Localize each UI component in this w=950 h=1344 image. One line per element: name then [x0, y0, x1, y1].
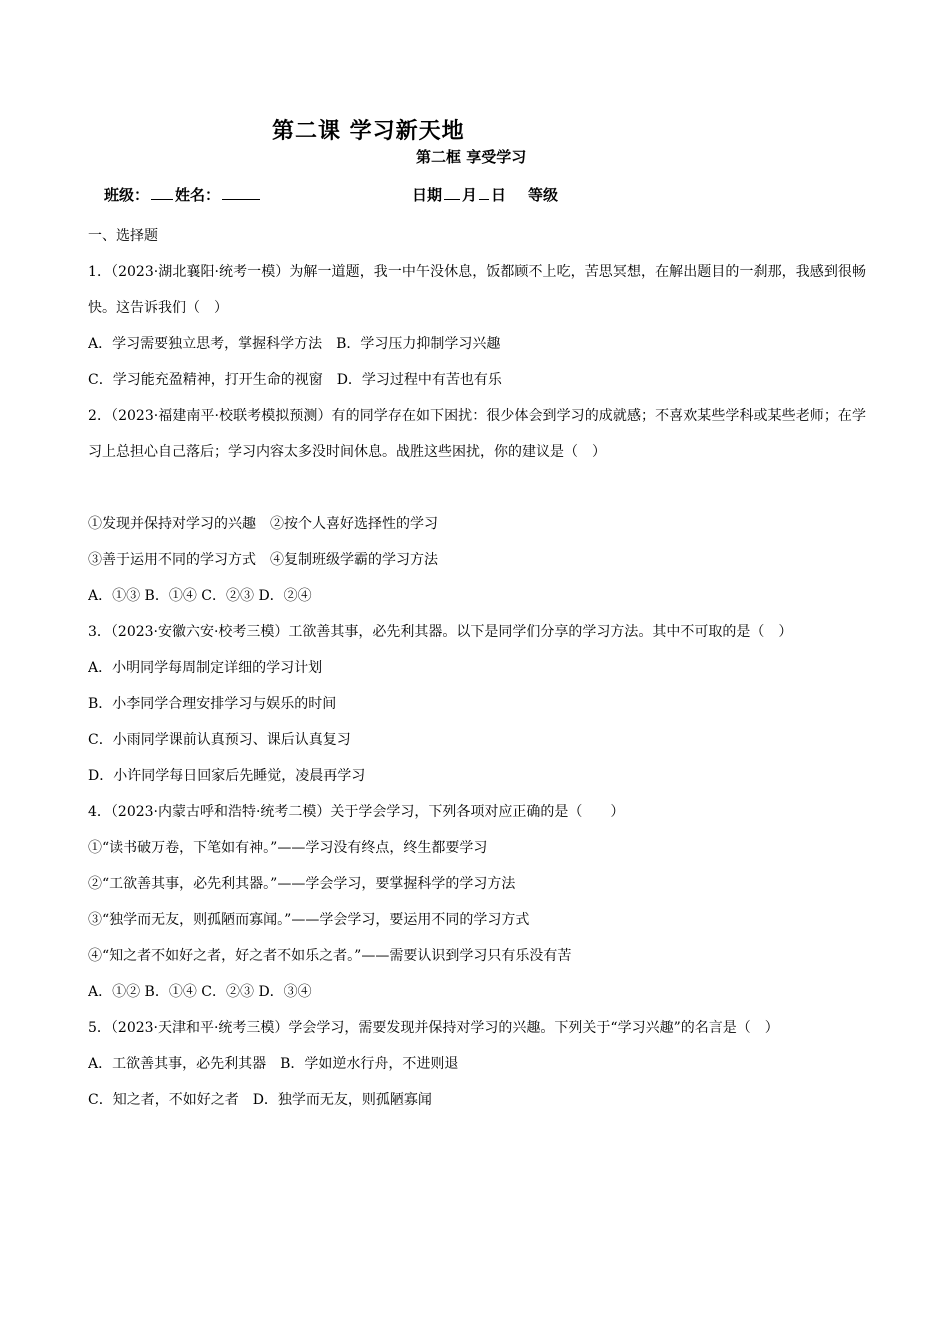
question-2-item: ①发现并保持对学习的兴趣 ②按个人喜好选择性的学习: [88, 516, 438, 532]
question-5-stem: 5．（2023·天津和平·统考三模）学会学习，需要发现并保持对学习的兴趣。下列关于“学习兴趣”的名言是（ ）: [88, 1020, 779, 1036]
question-4-item: ②“工欲善其事，必先利其器。”——学会学习，要掌握科学的学习方法: [88, 876, 516, 892]
question-3-option: B．小李同学合理安排学习与娱乐的时间: [88, 696, 337, 712]
page-title: 第二课 学习新天地: [272, 118, 465, 144]
question-4-stem: 4．（2023·内蒙古呼和浩特·统考二模）关于学会学习，下列各项对应正确的是（ ）: [88, 804, 625, 820]
question-3-option: C．小雨同学课前认真预习、课后认真复习: [88, 732, 351, 748]
class-label: 班级：: [104, 186, 150, 204]
question-5-options-row: C．知之者，不如好之者 D．独学而无友，则孤陋寡闻: [88, 1092, 432, 1108]
question-3-option: A．小明同学每周制定详细的学习计划: [88, 660, 323, 676]
question-2-stem: 2．（2023·福建南平·校联考模拟预测）有的同学存在如下困扰：很少体会到学习的成就感；不喜欢某些学科或某些老师；在学习上总担心自己落后；学习内容太多没时间休息。战胜这些困扰，你的建议是（ ）: [88, 408, 866, 460]
question-1-options-row: A．学习需要独立思考，掌握科学方法 B．学习压力抑制学习兴趣: [88, 336, 501, 352]
student-info: [104, 184, 262, 205]
question-4-item: ③“独学而无友，则孤陋而寡闻。”——学会学习，要运用不同的学习方式: [88, 912, 530, 928]
grade-label: 等级: [528, 186, 559, 204]
question-1-options-row: C．学习能充盈精神，打开生命的视窗 D．学习过程中有苦也有乐: [88, 372, 502, 388]
date-label: 日期: [412, 186, 443, 204]
question-4-item: ④“知之者不如好之者，好之者不如乐之者。”——需要认识到学习只有乐没有苦: [88, 948, 572, 964]
month-blank[interactable]: [444, 185, 460, 200]
class-blank[interactable]: [151, 185, 173, 200]
question-4-options-row: A．①② B．①④ C．②③ D．③④: [88, 984, 312, 1000]
day-blank[interactable]: [479, 185, 489, 200]
question-section: [88, 218, 866, 1118]
section-heading: 一、选择题: [88, 228, 158, 244]
month-label: 月: [462, 186, 478, 204]
question-5-options-row: A．工欲善其事，必先利其器 B．学如逆水行舟，不进则退: [88, 1056, 459, 1072]
date-info: [412, 184, 558, 205]
question-2-options-row: A．①③ B．①④ C．②③ D．②④: [88, 588, 312, 604]
question-2-item: ③善于运用不同的学习方式 ④复制班级学霸的学习方法: [88, 552, 438, 568]
question-4-item: ①“读书破万卷，下笔如有神。”——学习没有终点，终生都要学习: [88, 840, 488, 856]
day-label: 日: [491, 186, 507, 204]
question-1-stem: 1．（2023·湖北襄阳·统考一模）为解一道题，我一中午没休息，饭都顾不上吃，苦思冥想，在解出题目的一刹那，我感到很畅快。这告诉我们（ ）: [88, 264, 866, 316]
page-subtitle: 第二框 享受学习: [416, 148, 527, 166]
name-label: 姓名：: [175, 186, 221, 204]
question-3-option: D．小许同学每日回家后先睡觉，凌晨再学习: [88, 768, 366, 784]
name-blank[interactable]: [222, 185, 260, 200]
question-3-stem: 3．（2023·安徽六安·校考三模）工欲善其事，必先利其器。以下是同学们分享的学习方法。其中不可取的是（ ）: [88, 624, 793, 640]
